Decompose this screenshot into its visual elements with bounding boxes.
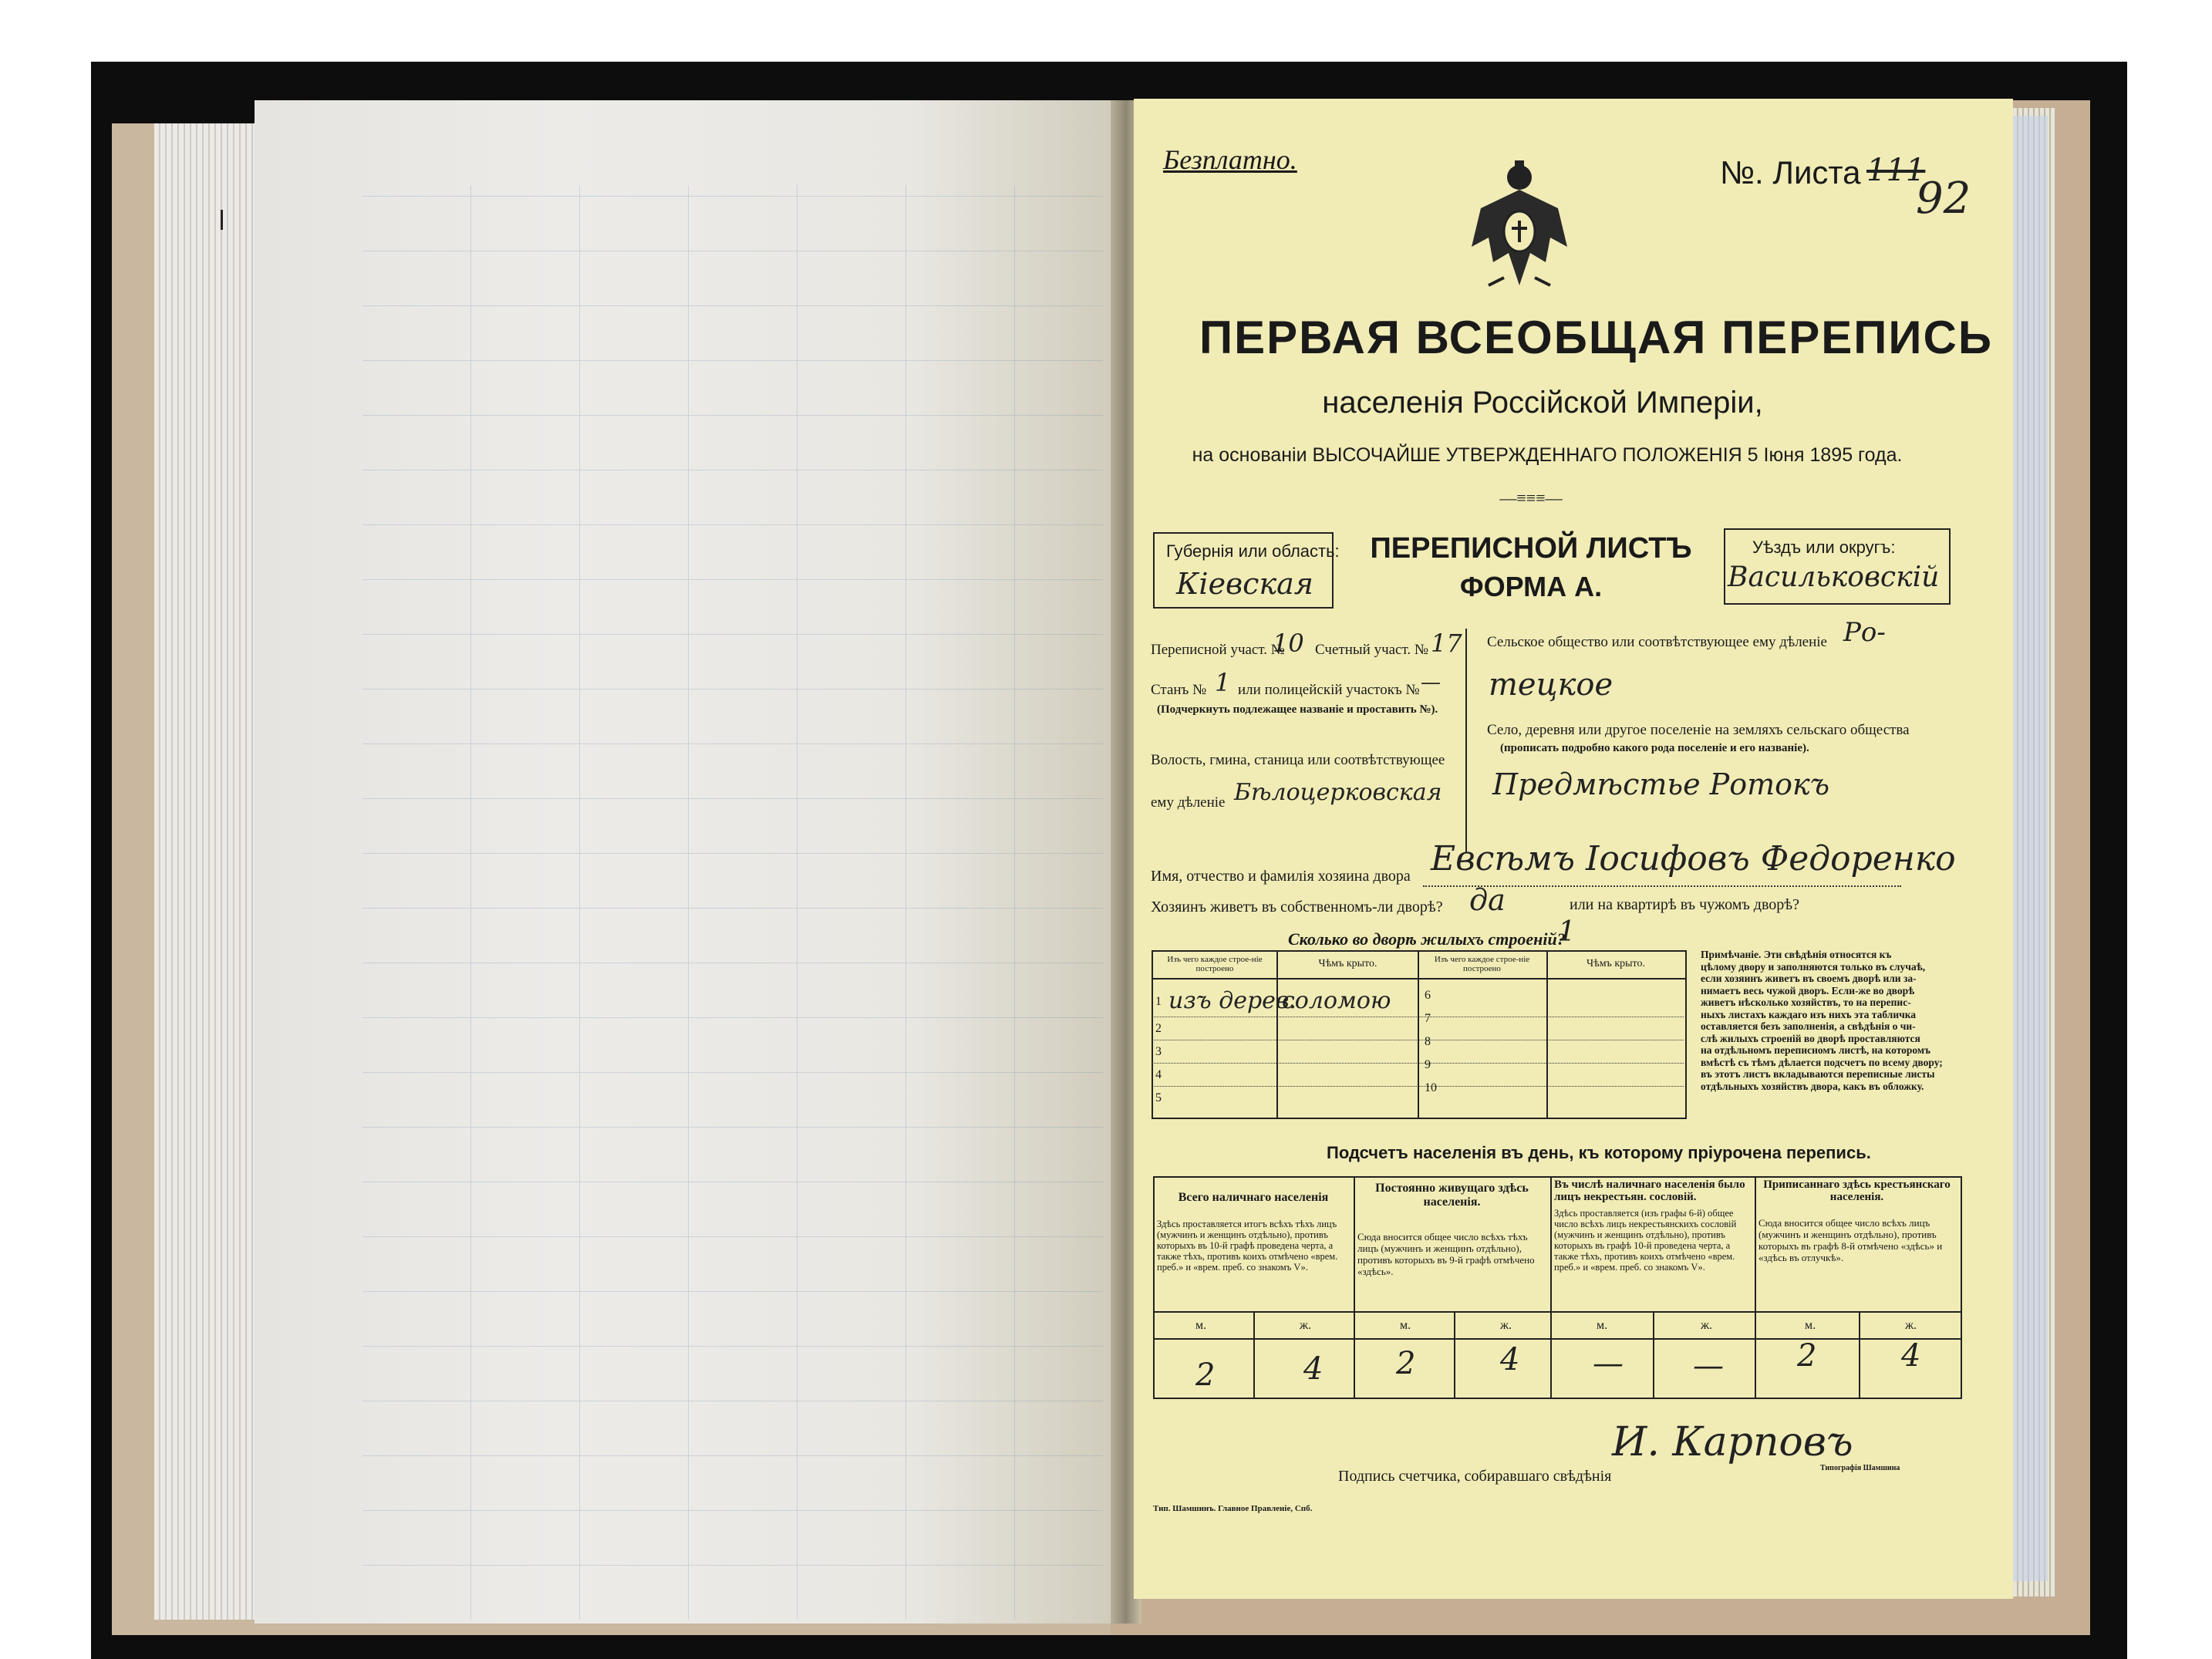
buildings-table <box>1152 950 1687 1119</box>
volost-value: Бѣлоцерковская <box>1234 779 1442 806</box>
tally-heading: Подсчетъ населенія въ день, къ которому пріурочена перепись. <box>1327 1143 1871 1162</box>
tally-value: — <box>1593 1346 1624 1381</box>
male-label: м. <box>1597 1319 1608 1332</box>
building-roof: соломою <box>1282 987 1391 1014</box>
building-row-num: 3 <box>1155 1045 1162 1058</box>
stan-label: Станъ № <box>1151 682 1207 698</box>
building-row-num: 6 <box>1425 989 1431 1002</box>
buildings-col-roof: Чѣмъ крыто. <box>1318 958 1377 969</box>
imperial-eagle-emblem <box>1465 154 1573 301</box>
building-material: изъ дерев. <box>1168 987 1297 1014</box>
village-note: (прописать подробно какого рода поселеніе и его названіе). <box>1500 742 1809 754</box>
stan-value: 1 <box>1215 668 1231 697</box>
printer-mark-left: Тип. Шамшинъ. Главное Правленіе, Спб. <box>1153 1504 1313 1513</box>
female-label: ж. <box>1300 1319 1312 1332</box>
society-label: Сельское общество или соотвѣтствующее ему дѣленіе <box>1487 634 1827 650</box>
buildings-count-value: 1 <box>1558 916 1576 948</box>
sheet-number-crossed: 111 <box>1866 153 1926 188</box>
buildings-col-material: Изъ чего каждое строе-ніе построено <box>1167 955 1263 973</box>
building-row-num: 7 <box>1425 1012 1431 1025</box>
tally-value: 2 <box>1396 1346 1416 1381</box>
male-label: м. <box>1195 1319 1207 1332</box>
female-label: ж. <box>1500 1319 1512 1332</box>
delenie-label: ему дѣленіе <box>1151 794 1226 811</box>
tally-col: Всего наличнаго населенія Здѣсь проставляется итогъ всѣхъ тѣхъ лицъ (мужчинъ и женщинъ отдѣльно), противъ которыхъ въ 10-й графѣ проведена черта, а также тѣхъ, противъ коихъ отмѣчено «врем. преб.» и «врем. преб. со знакомъ V». <box>1157 1191 1338 1273</box>
tally-value: 2 <box>1797 1338 1817 1374</box>
uezd-value: Васильковскій <box>1728 561 1940 593</box>
building-row-num: 2 <box>1155 1022 1162 1035</box>
building-row-num: 5 <box>1155 1091 1162 1104</box>
free-label: Безплатно. <box>1163 144 1297 175</box>
title-ornament: —≡≡≡— <box>1499 488 1563 507</box>
legal-basis: на основаніи ВЫСОЧАЙШЕ УТВЕРЖДЕННАГО ПОЛОЖЕНІЯ 5 Іюня 1895 года. <box>1192 444 1903 466</box>
printer-mark-right: Типографія Шамшина <box>1820 1464 1900 1472</box>
owner-name-label: Имя, отчество и фамилія хозяина двора <box>1151 868 1411 885</box>
own-yard-value: да <box>1469 883 1506 917</box>
tally-col: Приписаннаго здѣсь крестьянскаго населенія. Сюда вносится общее число всѣхъ лицъ (мужчинъ и женщинъ отдѣльно), противъ которыхъ въ графѣ 8-й отмѣчено «здѣсь» и «здѣсь въ отлучкѣ». <box>1758 1178 1951 1263</box>
signature-value: И. Карповъ <box>1612 1419 1853 1465</box>
male-label: м. <box>1400 1319 1411 1332</box>
schet-label: Счетный участ. № <box>1315 642 1428 658</box>
gubernia-label: Губернія или область: <box>1166 541 1340 561</box>
sheet-number-handwritten: 92 <box>1916 174 1971 224</box>
uchast-label: Переписной участ. № <box>1151 642 1285 658</box>
page-mark <box>221 210 223 230</box>
own-yard-label: Хозяинъ живетъ въ собственномъ-ли дворѣ? <box>1151 899 1443 915</box>
tally-value: — <box>1693 1348 1724 1384</box>
uezd-label: Уѣздъ или округъ: <box>1752 538 1896 557</box>
village-value: Предмѣстье Ротокъ <box>1492 767 1830 801</box>
tally-value: 4 <box>1500 1342 1520 1377</box>
form-sheet-title: ПЕРЕПИСНОЙ ЛИСТЪ <box>1370 532 1692 565</box>
police-value: — <box>1421 671 1441 694</box>
tally-col: Въ числѣ наличнаго населенія было лицъ некрестьян. сословій. Здѣсь проставляется (изъ графы 6-й) общее число всѣхъ лицъ некрестьянскихъ сословій (мужчинъ и женщинъ отдѣльно), противъ которыхъ въ графѣ 10-й проведена черта, а также тѣхъ, противъ коихъ отмѣчено «врем. преб.» и «врем. преб. со знакомъ V». <box>1554 1178 1745 1273</box>
building-row-num: 10 <box>1425 1081 1437 1094</box>
buildings-count-label: Сколько во дворѣ жилыхъ строеній? <box>1288 929 1566 949</box>
form-subtitle: населенія Россійской Имперіи, <box>1322 386 1763 420</box>
schet-value: 17 <box>1431 629 1462 658</box>
form-sheet-code: ФОРМА А. <box>1459 571 1603 602</box>
tally-value: 2 <box>1195 1357 1216 1393</box>
footnote: Примѣчаніе. Эти свѣдѣнія относятся къ цѣлому двору и заполняются только въ случаѣ, если хозяинъ живетъ въ своемъ дворѣ или за- нимаетъ весь чужой дворъ. Если-же во дворѣ живетъ нѣсколько хозяйствъ, то на перепис- ныхъ листахъ каждаго изъ нихъ эта табличка оставляется безъ заполненія, а свѣдѣнія о чи- слѣ жилыхъ строеній во дворѣ проставляются на отдѣльномъ переписномъ листѣ, на которомъ вмѣстѣ съ тѣмъ дѣлается подсчетъ по всему двору; въ этотъ листъ вкладываются переписные листы отдѣльныхъ хозяйствъ двора, какъ въ обложку. <box>1701 949 1943 1092</box>
building-row-num: 8 <box>1425 1035 1431 1048</box>
fields-divider <box>1465 629 1467 852</box>
society-value-b: тецкое <box>1489 667 1613 703</box>
female-label: ж. <box>1905 1319 1917 1332</box>
male-label: м. <box>1805 1319 1816 1332</box>
female-label: ж. <box>1701 1319 1713 1332</box>
police-label: или полицейскій участокъ № <box>1238 682 1420 698</box>
buildings-col-material-2: Изъ чего каждое строе-ніе построено <box>1434 955 1530 973</box>
society-value-a: Ро- <box>1843 617 1886 648</box>
signature-label: Подпись счетчика, собиравшаго свѣдѣнія <box>1338 1468 1612 1485</box>
tally-value: 4 <box>1901 1338 1921 1374</box>
building-row-num: 1 <box>1155 995 1162 1008</box>
underline-note: (Подчеркнуть подлежащее названіе и проставить №). <box>1157 703 1438 716</box>
sheet-number-label: №. Листа <box>1720 154 1861 191</box>
village-label: Село, деревня или другое поселеніе на земляхъ сельскаго общества <box>1487 722 1910 738</box>
uchast-value: 10 <box>1273 629 1304 658</box>
bleed-through-grid <box>362 185 1103 1620</box>
gubernia-value: Кіевская <box>1176 567 1313 601</box>
rent-label: или на квартирѣ въ чужомъ дворѣ? <box>1570 896 1800 913</box>
building-row-num: 9 <box>1425 1058 1431 1071</box>
tally-col: Постоянно живущаго здѣсь населенія. Сюда вносится общее число всѣхъ тѣхъ лицъ (мужчинъ и женщинъ отдѣльно), противъ которыхъ въ 9-й графѣ отмѣчено «здѣсь». <box>1357 1182 1535 1277</box>
volost-label: Волость, гмина, станица или соотвѣтствующее <box>1151 752 1445 768</box>
buildings-col-roof-2: Чѣмъ крыто. <box>1587 958 1645 969</box>
form-title: ПЕРВАЯ ВСЕОБЩАЯ ПЕРЕПИСЬ <box>1199 312 1993 363</box>
owner-name-value: Евсѣмъ Іосифовъ Федоренко <box>1431 839 1956 878</box>
tally-value: 4 <box>1303 1351 1323 1387</box>
building-row-num: 4 <box>1155 1068 1162 1081</box>
